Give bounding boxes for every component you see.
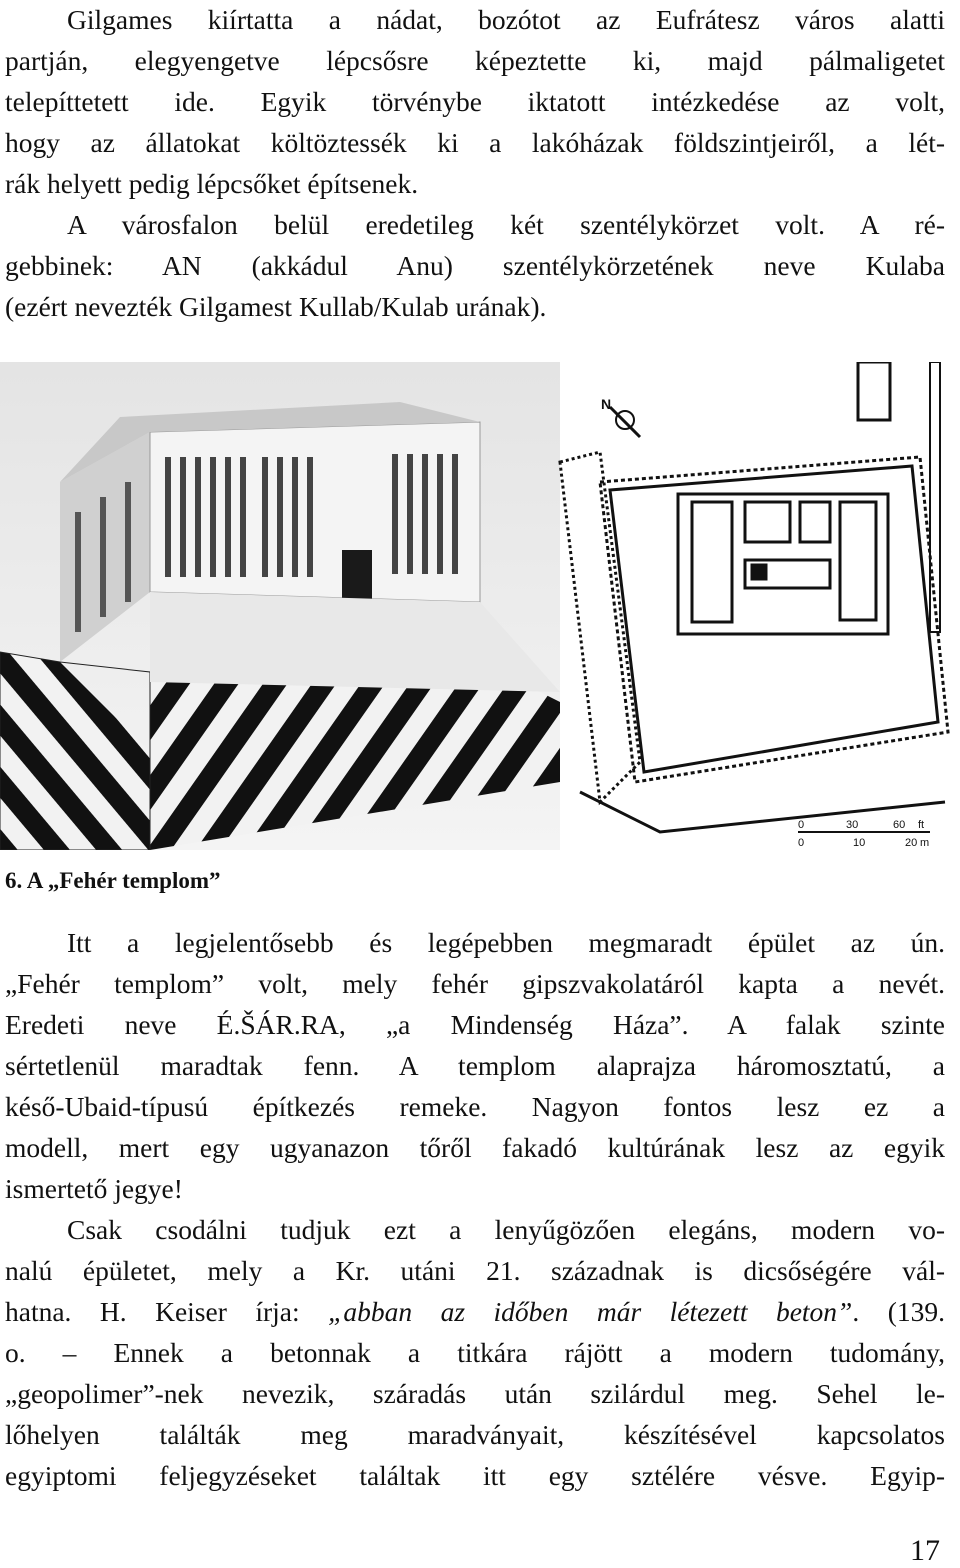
quote-tail: . (139. xyxy=(852,1296,945,1327)
text-line: (ezért nevezték Gilgamest Kullab/Kulab urának). xyxy=(5,291,547,322)
text-line: lőhelyen találták meg maradványait, készítésével kapcsolatos xyxy=(5,1419,945,1450)
text-line: Itt a legjelentősebb és legépebben megmaradt épület az ún. xyxy=(67,927,945,958)
temple-door xyxy=(342,550,372,604)
compass-label: N xyxy=(601,396,612,412)
text-line: sértetlenül maradtak fenn. A templom alaprajza háromosztatú, a xyxy=(5,1050,945,1081)
paragraph-gilgames xyxy=(5,0,945,204)
scale-top-ft: ft xyxy=(918,819,925,831)
text-line: telepíttetett ide. Egyik törvénybe iktatott intézkedése az volt, xyxy=(5,86,945,117)
text-line: ismertető jegye! xyxy=(5,1173,183,1204)
text-line: Gilgames kiírtatta a nádat, bozótot az Eufrátesz város alatti xyxy=(67,4,945,35)
paragraph-szentelykorzet xyxy=(5,204,945,327)
white-temple-illustration xyxy=(0,362,960,850)
text-line: Eredeti neve É.ŠÁR.RA, „a Mindenség Háza”. A falak szinte xyxy=(5,1009,945,1040)
text-line: gebbinek: AN (akkádul Anu) szentélykörzetének neve Kulaba xyxy=(5,250,945,281)
scale-top-30: 30 xyxy=(846,819,859,831)
scale-top-0: 0 xyxy=(798,819,805,831)
figure-caption: 6. A „Fehér templom” xyxy=(5,868,221,893)
scale-bottom-0: 0 xyxy=(798,837,805,849)
text-line-quote xyxy=(5,1291,945,1332)
text-line: modell, mert egy ugyanazon tőről fakadó kultúrának lesz az egyik xyxy=(5,1132,945,1163)
keiser-quote: „abban az időben már létezett beton” xyxy=(328,1296,853,1327)
text-line: egyiptomi feljegyzéseket találtak itt egy sztélére vésve. Egyip- xyxy=(5,1460,945,1491)
scale-top-60: 60 xyxy=(893,819,906,831)
scale-bottom-10: 10 xyxy=(853,837,866,849)
text-line: „geopolimer”-nek nevezik, száradás után szilárdul meg. Sehel le- xyxy=(5,1378,945,1409)
page-number: 17 xyxy=(910,1534,940,1567)
text-line: „Fehér templom” volt, mely fehér gipszvakolatáról kapta a nevét. xyxy=(5,968,945,999)
text-line: hogy az állatokat költöztessék ki a lakóházak földszintjeiről, a lét- xyxy=(5,127,945,158)
text-line: nalú épületet, mely a Kr. utáni 21. századnak is dicsőségére vál- xyxy=(5,1255,945,1286)
paragraph-feher-templom xyxy=(5,922,945,1209)
text-line: rák helyett pedig lépcsőket építsenek. xyxy=(5,168,419,199)
scale-bottom-m: m xyxy=(920,837,930,849)
text-line: Csak csodálni tudjuk ezt a lenyűgözően elegáns, modern vo- xyxy=(67,1214,945,1245)
text-line: o. – Ennek a betonnak a titkára rájött a modern tudomány, xyxy=(5,1337,945,1368)
site-plan-background xyxy=(560,362,960,850)
paragraph-beton xyxy=(5,1209,945,1496)
text-line: A városfalon belül eredetileg két szentélykörzet volt. A ré- xyxy=(67,209,945,240)
white-temple-figure xyxy=(0,362,960,850)
text-line: késő-Ubaid-típusú építkezés remeke. Nagyon fontos lesz ez a xyxy=(5,1091,945,1122)
quote-intro: hatna. H. Keiser írja: xyxy=(5,1296,329,1327)
text-line: partján, elegyengetve lépcsősre képeztette ki, majd pálmaligetet xyxy=(5,45,945,76)
scale-bottom-20: 20 xyxy=(905,837,918,849)
